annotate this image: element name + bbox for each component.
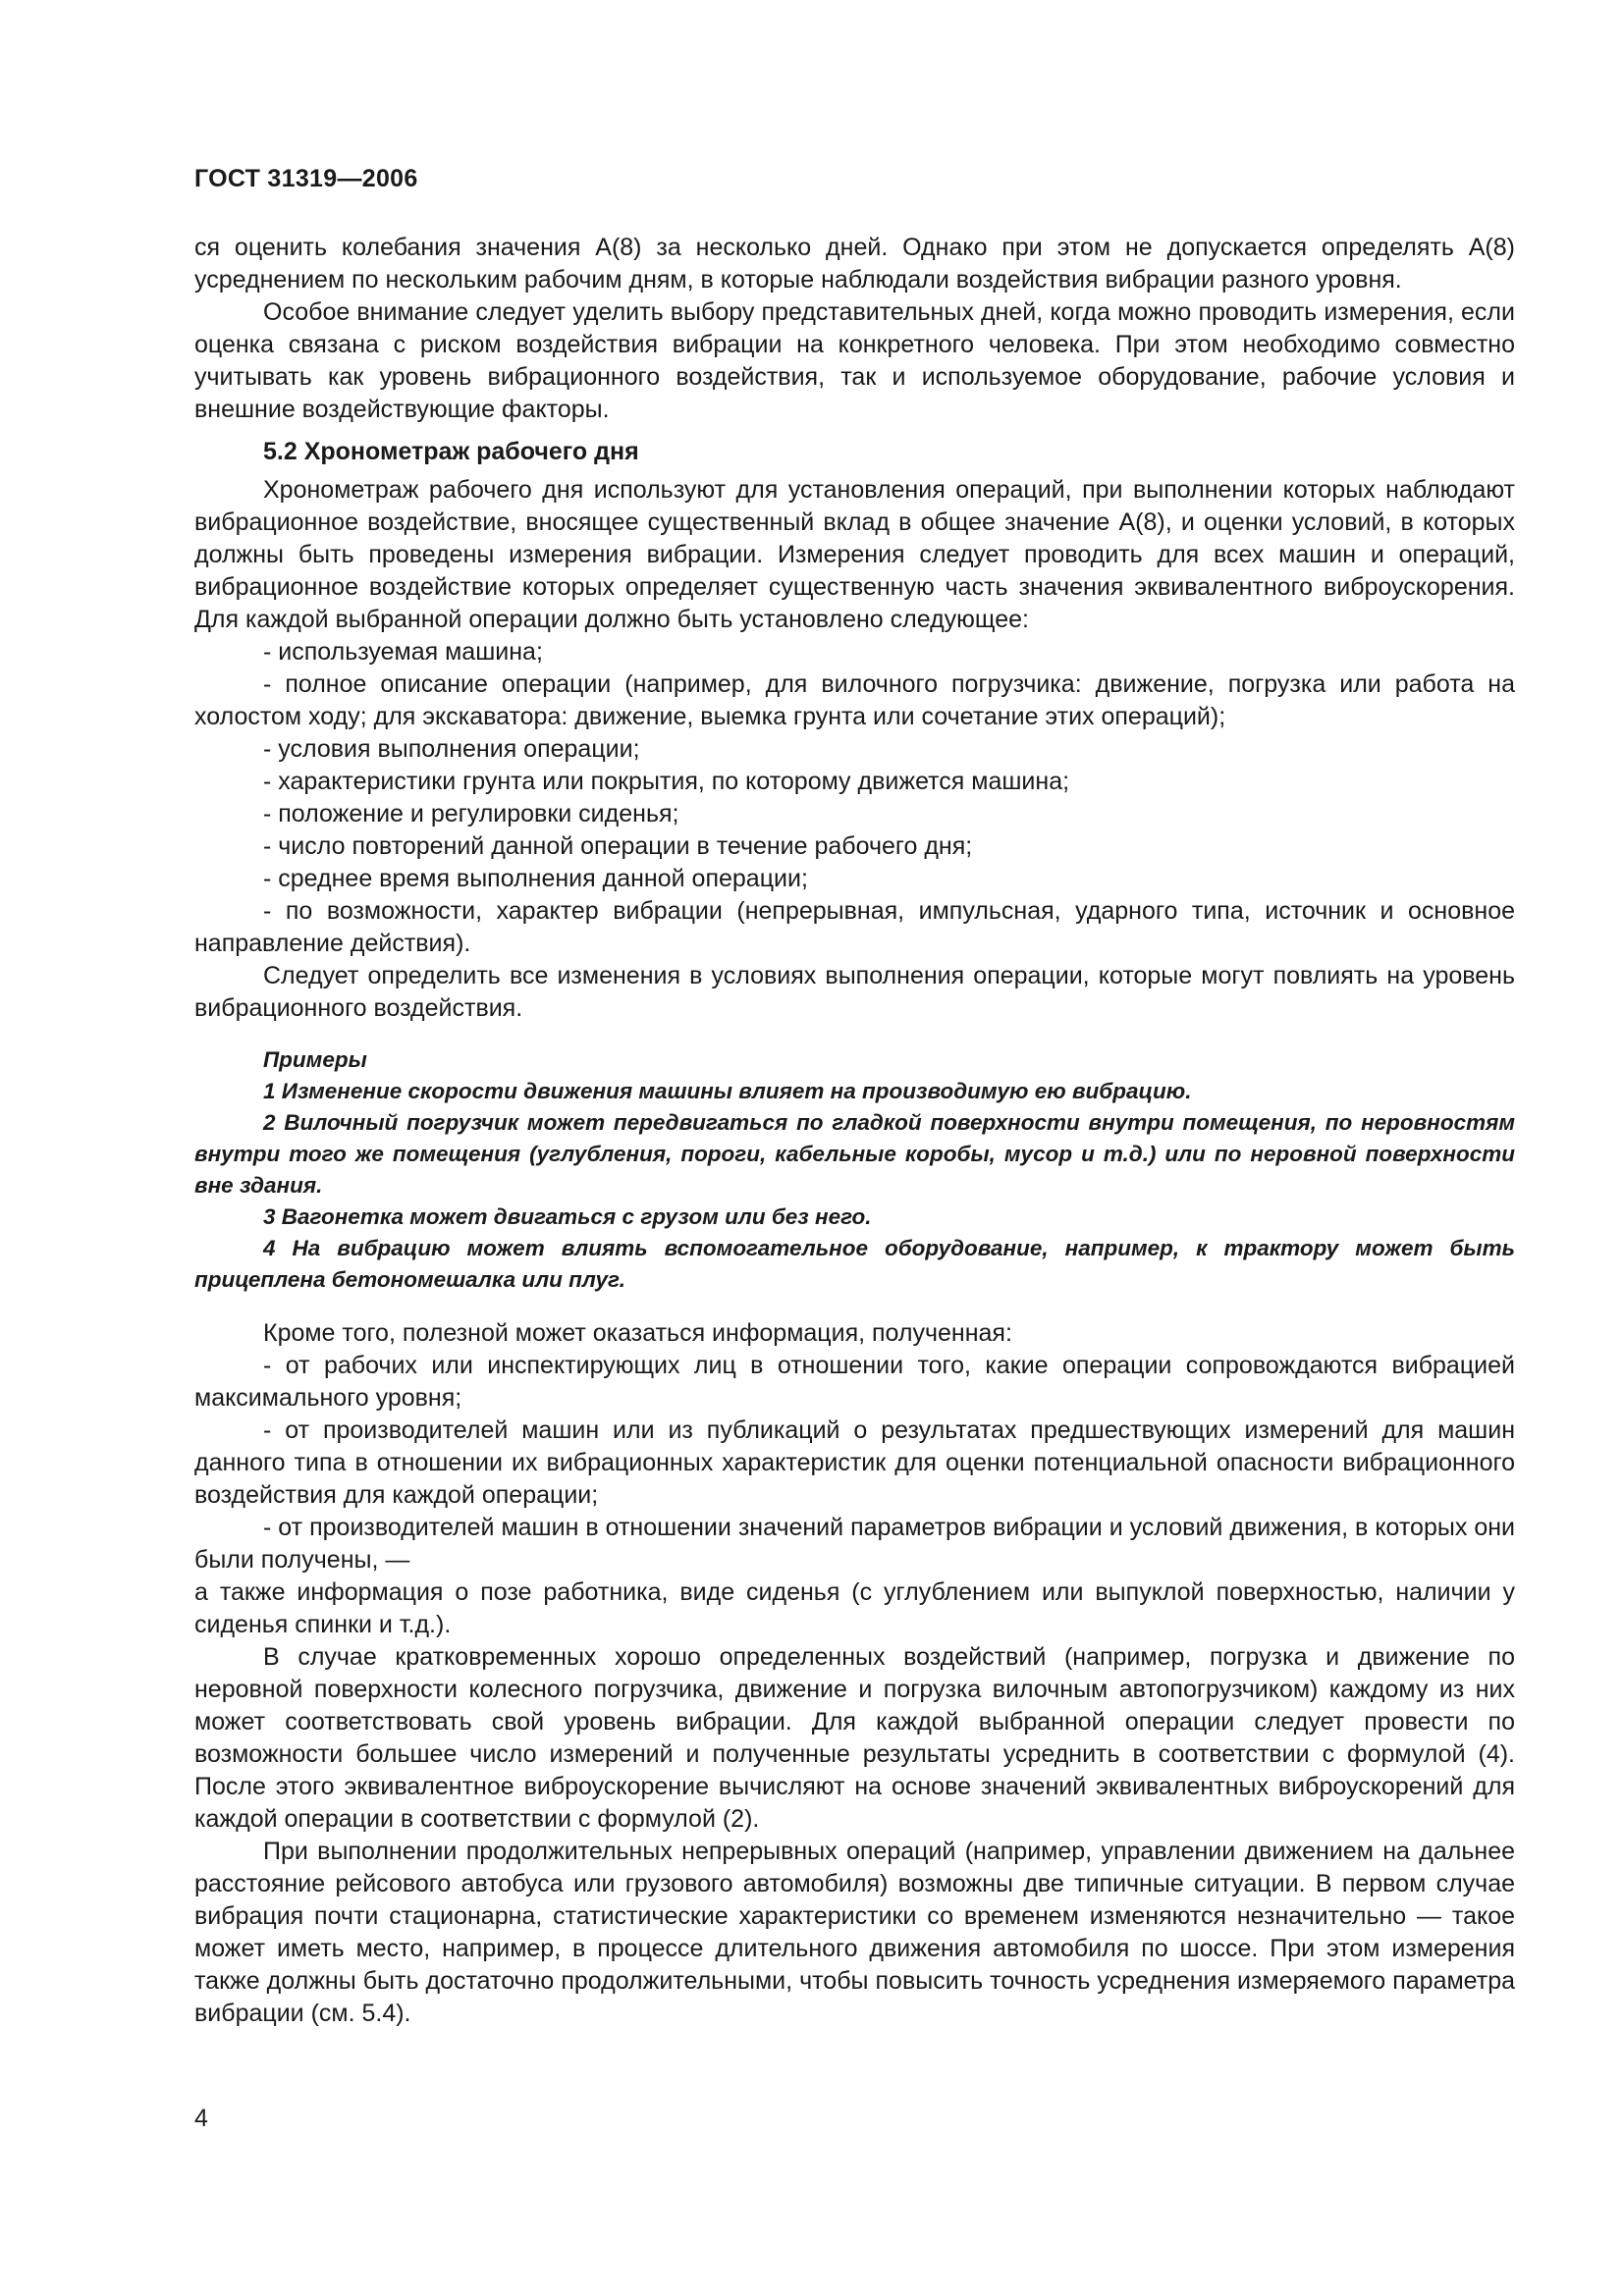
list-item: - по возможности, характер вибрации (непрерывная, импульсная, ударного типа, источник и основное направление действия). [194, 897, 1515, 957]
page-number: 4 [194, 2105, 208, 2132]
paragraph: Особое внимание следует уделить выбору представительных дней, когда можно проводить измерения, если оценка связана с риском воздействия вибрации на конкретного человека. При этом необходимо совместно учитывать как уровень вибрационного воздействия, так и используемое оборудование, рабочие условия и внешние воздействующие факторы. [194, 298, 1515, 423]
paragraph: а также информация о позе работника, виде сиденья (с углублением или выпуклой поверхностью, наличии у сиденья спинки и т.д.). [194, 1578, 1515, 1638]
list-item: - от рабочих или инспектирующих лиц в отношении того, какие операции сопровождаются вибрацией максимального уровня; [194, 1352, 1515, 1412]
paragraph-continued: ся оценить колебания значения A(8) за несколько дней. Однако при этом не допускается определять A(8) усреднением по нескольким рабочим дням, в которые наблюдали воздействия вибрации разного уровня. [194, 234, 1515, 294]
example-item: 3 Вагонетка может двигаться с грузом или без него. [263, 1204, 872, 1229]
example-item: 2 Вилочный погрузчик может передвигаться по гладкой поверхности внутри помещения, по неровностям внутри того же помещения (углубления, пороги, кабельные коробы, мусор и т.д.) или по неровной поверхности вне здания. [194, 1110, 1515, 1198]
list-item: - характеристики грунта или покрытия, по которому движется машина; [263, 768, 1070, 795]
list-item: - полное описание операции (например, для вилочного погрузчика: движение, погрузка или работа на холостом ходу; для экскаватора: движение, выемка грунта или сочетание этих операций); [194, 670, 1515, 730]
example-item: 1 Изменение скорости движения машины влияет на производимую ею вибрацию. [263, 1079, 1192, 1103]
list-item: - число повторений данной операции в течение рабочего дня; [263, 832, 973, 860]
paragraph: При выполнении продолжительных непрерывных операций (например, управлении движением на дальнее расстояние рейсового автобуса или грузового автомобиля) возможны две типичные ситуации. В первом случае вибрация почти стационарна, статистические характеристики со временем изменяются незначительно — такое может иметь место, например, в процессе длительного движения автомобиля по шоссе. При этом измерения также должны быть достаточно продолжительными, чтобы повысить точность усреднения измеряемого параметра вибрации (см. 5.4). [194, 1838, 1515, 2027]
paragraph: В случае кратковременных хорошо определенных воздействий (например, погрузка и движение по неровной поверхности колесного погрузчика, движение и погрузка вилочным автопогрузчиком) каждому из них может соответствовать свой уровень вибрации. Для каждой выбранной операции следует провести по возможности большее число измерений и полученные результаты усреднить в соответствии с формулой (4). После этого эквивалентное виброускорение вычисляют на основе значений эквивалентных виброускорений для каждой операции в соответствии с формулой (2). [194, 1643, 1515, 1833]
paragraph: Хронометраж рабочего дня используют для установления операций, при выполнении которых наблюдают вибрационное воздействие, вносящее существенный вклад в общее значение A(8), и оценки условий, в которых должны быть проведены измерения вибрации. Измерения следует проводить для всех машин и операций, вибрационное воздействие которых определяет существенную часть значения эквивалентного виброускорения. Для каждой выбранной операции должно быть установлено следующее: [194, 476, 1515, 633]
list-item: - среднее время выполнения данной операции; [263, 865, 808, 892]
list-item: - от производителей машин в отношении значений параметров вибрации и условий движения, в которых они были получены, — [194, 1514, 1515, 1574]
list-item: - условия выполнения операции; [263, 735, 640, 763]
section-heading: 5.2 Хронометраж рабочего дня [263, 438, 639, 465]
list-item: - используемая машина; [263, 638, 543, 666]
standard-header: ГОСТ 31319—2006 [194, 165, 418, 192]
example-item: 4 На вибрацию может влиять вспомогательное оборудование, например, к трактору может быть прицеплена бетономешалка или плуг. [194, 1236, 1515, 1292]
paragraph: Кроме того, полезной может оказаться информация, полученная: [263, 1319, 1012, 1347]
examples-title: Примеры [263, 1047, 367, 1072]
list-item: - от производителей машин или из публикаций о результатах предшествующих измерений для машин данного типа в отношении их вибрационных характеристик для оценки потенциальной опасности вибрационного воздействия для каждой операции; [194, 1416, 1515, 1509]
examples-block [194, 1044, 1515, 1296]
list-item: - положение и регулировки сиденья; [263, 800, 679, 828]
paragraph: Следует определить все изменения в условиях выполнения операции, которые могут повлиять на уровень вибрационного воздействия. [194, 962, 1515, 1022]
page-body [194, 232, 1515, 2030]
